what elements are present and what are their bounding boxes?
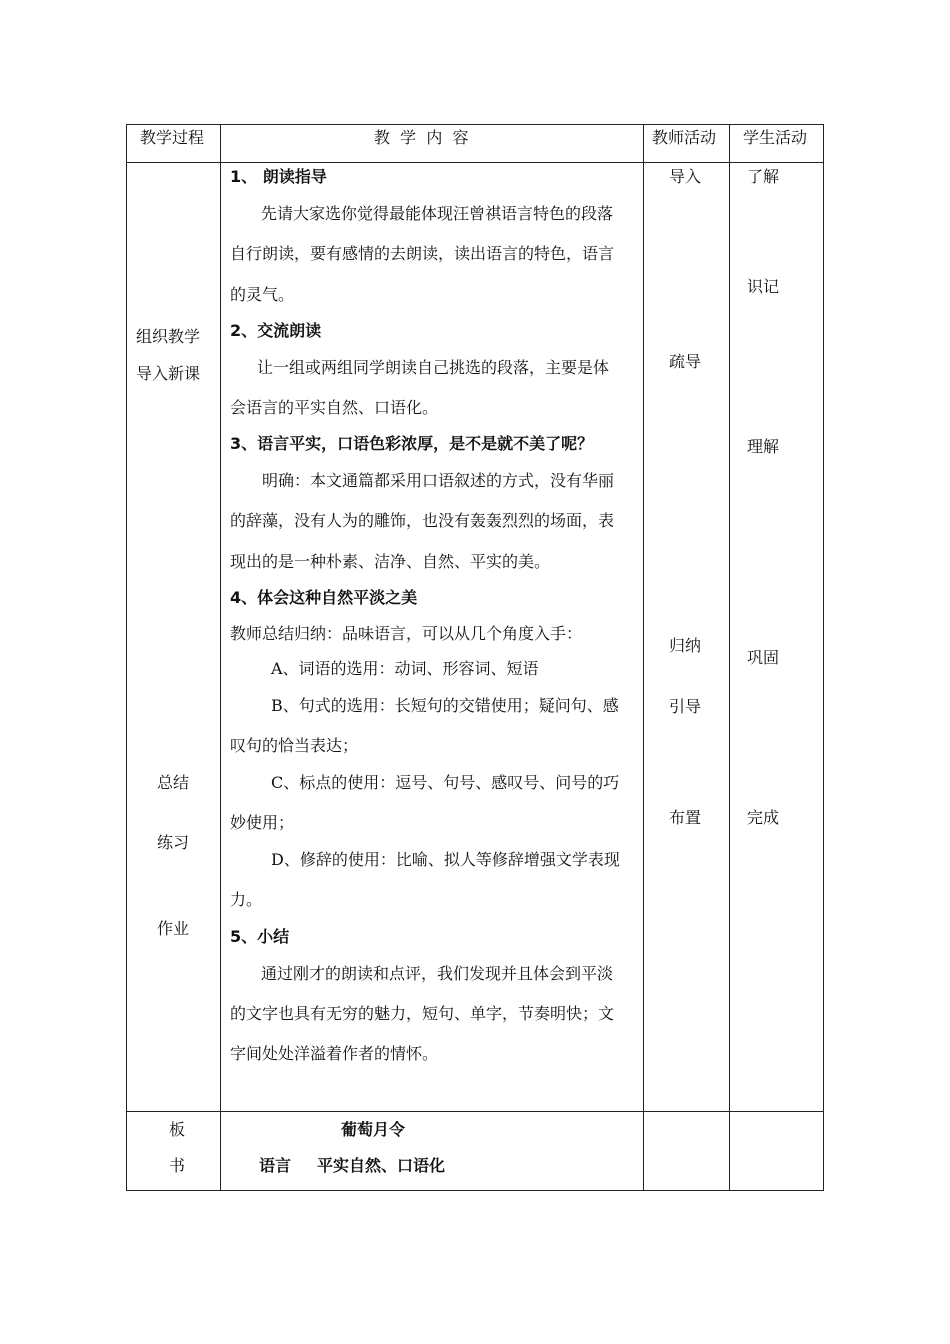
paragraph-line: 通过刚才的朗读和点评，我们发现并且体会到平淡 (261, 964, 614, 983)
teacher-activity: 引导 (669, 697, 702, 716)
paragraph-line: A、词语的选用：动词、形容词、短语 (271, 659, 539, 678)
paragraph-line: 让一组或两组同学朗读自己挑选的段落，主要是体 (257, 358, 610, 377)
paragraph-line: 会语言的平实自然、口语化。 (230, 398, 439, 417)
paragraph-line: 教师总结归纳：品味语言，可以从几个角度入手： (230, 624, 583, 643)
paragraph-line: 的辞藻，没有人为的雕饰，也没有轰轰烈烈的场面，表 (230, 511, 615, 530)
student-activity: 识记 (747, 277, 780, 296)
header-content: 教 学 内 容 (374, 128, 469, 147)
board-value: 平实自然、口语化 (317, 1156, 446, 1175)
teacher-activity: 布置 (669, 808, 702, 827)
process-homework: 作业 (157, 919, 190, 938)
header-teacher-activity: 教师活动 (652, 128, 717, 147)
column-divider (643, 125, 644, 1190)
teacher-activity: 疏导 (669, 352, 702, 371)
paragraph-line: D、修辞的使用：比喻、拟人等修辞增强文学表现 (271, 850, 620, 869)
board-divider (127, 1111, 823, 1112)
section-title: 2、交流朗读 (230, 321, 322, 340)
paragraph-line: 的灵气。 (230, 285, 295, 304)
teacher-activity: 导入 (669, 167, 702, 186)
section-title: 4、体会这种自然平淡之美 (230, 588, 418, 607)
paragraph-line: 自行朗读，要有感情的去朗读，读出语言的特色，语言 (230, 244, 615, 263)
header-divider (127, 162, 823, 163)
header-student-activity: 学生活动 (743, 128, 808, 147)
paragraph-line: C、标点的使用：逗号、句号、感叹号、问号的巧 (271, 773, 620, 792)
section-title: 3、语言平实，口语色彩浓厚，是不是就不美了呢？ (230, 434, 594, 453)
teacher-activity: 归纳 (669, 636, 702, 655)
paragraph-line: 现出的是一种朴素、洁净、自然、平实的美。 (230, 552, 551, 571)
process-organize: 组织教学 (136, 327, 201, 346)
process-practice: 练习 (157, 833, 190, 852)
board-key: 语言 (259, 1156, 292, 1175)
board-label: 板 (169, 1120, 186, 1139)
header-process: 教学过程 (140, 128, 205, 147)
section-title: 1、 朗读指导 (230, 167, 327, 186)
student-activity: 巩固 (747, 648, 780, 667)
column-divider (220, 125, 221, 1190)
board-label: 书 (169, 1156, 186, 1175)
student-activity: 了解 (747, 167, 780, 186)
paragraph-line: 字间处处洋溢着作者的情怀。 (230, 1044, 439, 1063)
paragraph-line: 妙使用； (230, 813, 295, 832)
paragraph-line: 力。 (230, 890, 263, 909)
student-activity: 完成 (747, 808, 780, 827)
process-intro: 导入新课 (136, 364, 201, 383)
section-title: 5、小结 (230, 927, 290, 946)
paragraph-line: 先请大家选你觉得最能体现汪曾祺语言特色的段落 (261, 204, 614, 223)
paragraph-line: 的文字也具有无穷的魅力，短句、单字，节奏明快；文 (230, 1004, 615, 1023)
process-summary: 总结 (157, 773, 190, 792)
paragraph-line: 叹句的恰当表达； (230, 736, 359, 755)
paragraph-line: B、句式的选用：长短句的交错使用；疑问句、感 (271, 696, 619, 715)
student-activity: 理解 (747, 437, 780, 456)
paragraph-line: 明确：本文通篇都采用口语叙述的方式，没有华丽 (262, 471, 615, 490)
column-divider (729, 125, 730, 1190)
board-title: 葡萄月令 (341, 1120, 406, 1139)
